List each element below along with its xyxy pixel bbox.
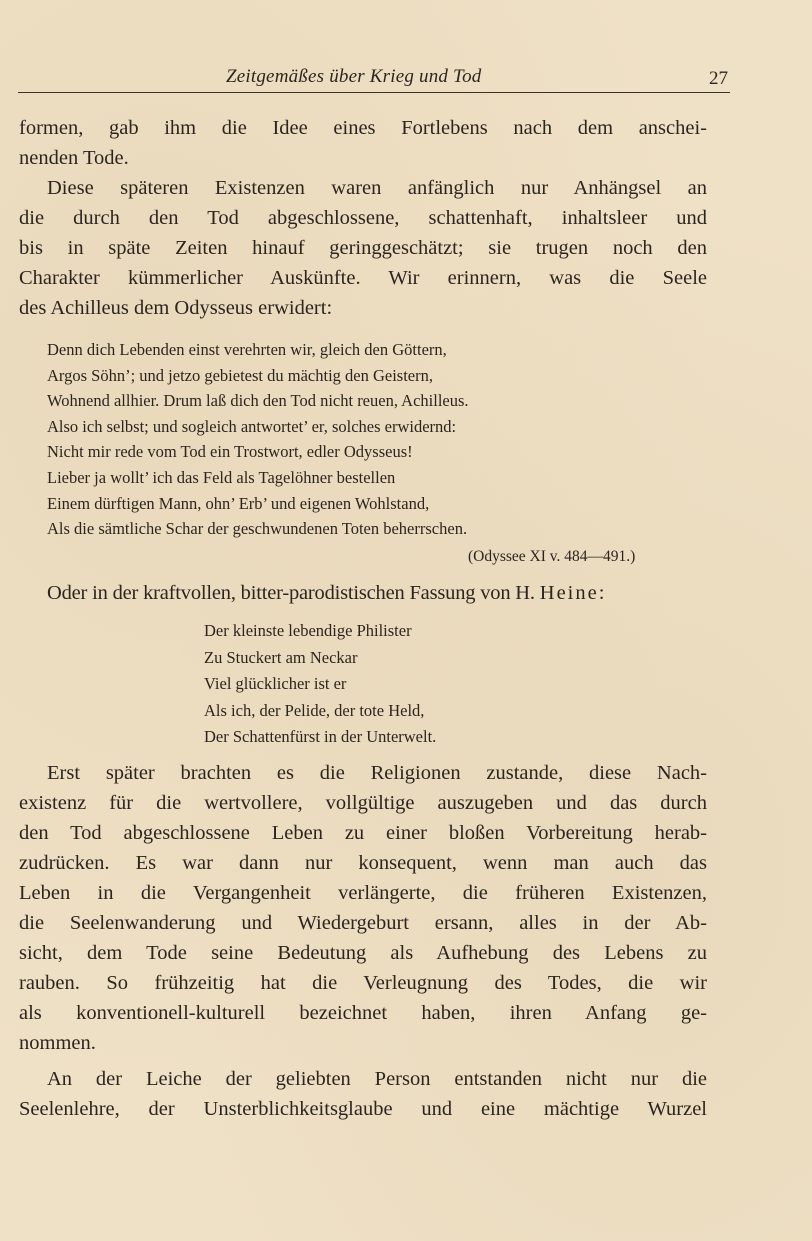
text-line: rauben. So frühzeitig hat die Verleugnung des Todes, die wir [19,972,707,994]
text-line: formen, gab ihm die Idee eines Fortlebens nach dem anschei- [19,117,707,139]
page-number: 27 [709,68,728,89]
verse-line: Denn dich Lebenden einst verehrten wir, gleich den Göttern, [47,340,447,359]
verse-line: Viel glücklicher ist er [204,674,347,693]
text-line: Leben in die Vergangenheit verlängerte, die früheren Existenzen, [19,882,707,904]
colon: : [598,582,605,604]
text-line: nenden Tode. [19,147,129,169]
verse-line: Einem dürftigen Mann, ohn’ Erb’ und eigenen Wohlstand, [47,493,430,513]
text-line: An der Leiche der geliebten Person entstanden nicht nur die [47,1068,707,1090]
verse-line: Als die sämtliche Schar der geschwundenen Toten beherrschen. [47,519,468,539]
verse-line: Argos Söhn’; und jetzo gebietest du mächtig den Geistern, [47,365,433,385]
text-line [47,578,707,608]
verse-line: Zu Stuckert am Neckar [204,647,358,667]
paragraph-3 [47,578,707,608]
verse-line: Der kleinste lebendige Philister [204,621,412,640]
text-line: die Seelenwanderung und Wiedergeburt ersann, alles in der Ab- [19,912,707,934]
quote-citation: (Odyssee XI v. 484—491.) [468,548,636,565]
text-line: Charakter kümmerlicher Auskünfte. Wir erinnern, was die Seele [19,267,707,289]
paragraph-1 [19,113,707,173]
text-line: den Tod abgeschlossene Leben zu einer bloßen Vorbereitung herab- [19,822,707,844]
intro-text: Oder in der kraftvollen, bitter-parodistischen Fassung von H. [47,582,535,604]
paragraph-2 [19,173,707,323]
text-line: nommen. [19,1032,96,1054]
text-line: existenz für die wertvollere, vollgültige auszugeben und das durch [19,792,707,814]
page-header [18,64,730,93]
text-line: Seelenlehre, der Unsterblichkeitsglaube und eine mächtige Wurzel [19,1098,707,1120]
text-line: Diese späteren Existenzen waren anfänglich nur Anhängsel an [47,177,707,199]
text-line: des Achilleus dem Odysseus erwidert: [19,297,333,319]
text-line: die durch den Tod abgeschlossene, schattenhaft, inhaltsleer und [19,207,707,229]
running-title: Zeitgemäßes über Krieg und Tod [226,66,482,87]
text-line: zudrücken. Es war dann nur konsequent, wenn man auch das [19,852,707,874]
verse-line: Der Schattenfürst in der Unterwelt. [204,727,437,746]
verse-line: Lieber ja wollt’ ich das Feld als Tagelöhner bestellen [47,467,396,487]
verse-line: Wohnend allhier. Drum laß dich den Tod nicht reuen, Achilleus. [47,391,469,411]
paragraph-5 [19,1064,707,1124]
verse-line: Als ich, der Pelide, der tote Held, [204,700,425,720]
heine-quote [204,618,436,751]
paragraph-4 [19,758,707,1058]
odyssey-quote [47,337,469,542]
text-line: bis in späte Zeiten hinauf geringgeschätzt; sie trugen noch den [19,237,707,259]
verse-line: Also ich selbst; und sogleich antwortet’ er, solches erwidernd: [47,416,457,436]
author-name: Heine [539,582,599,604]
text-line: als konventionell-kulturell bezeichnet haben, ihren Anfang ge- [19,1002,707,1024]
text-line: sicht, dem Tode seine Bedeutung als Aufhebung des Lebens zu [19,942,707,964]
text-line: Erst später brachten es die Religionen zustande, diese Nach- [47,762,707,784]
verse-line: Nicht mir rede vom Tod ein Trostwort, edler Odysseus! [47,442,413,462]
